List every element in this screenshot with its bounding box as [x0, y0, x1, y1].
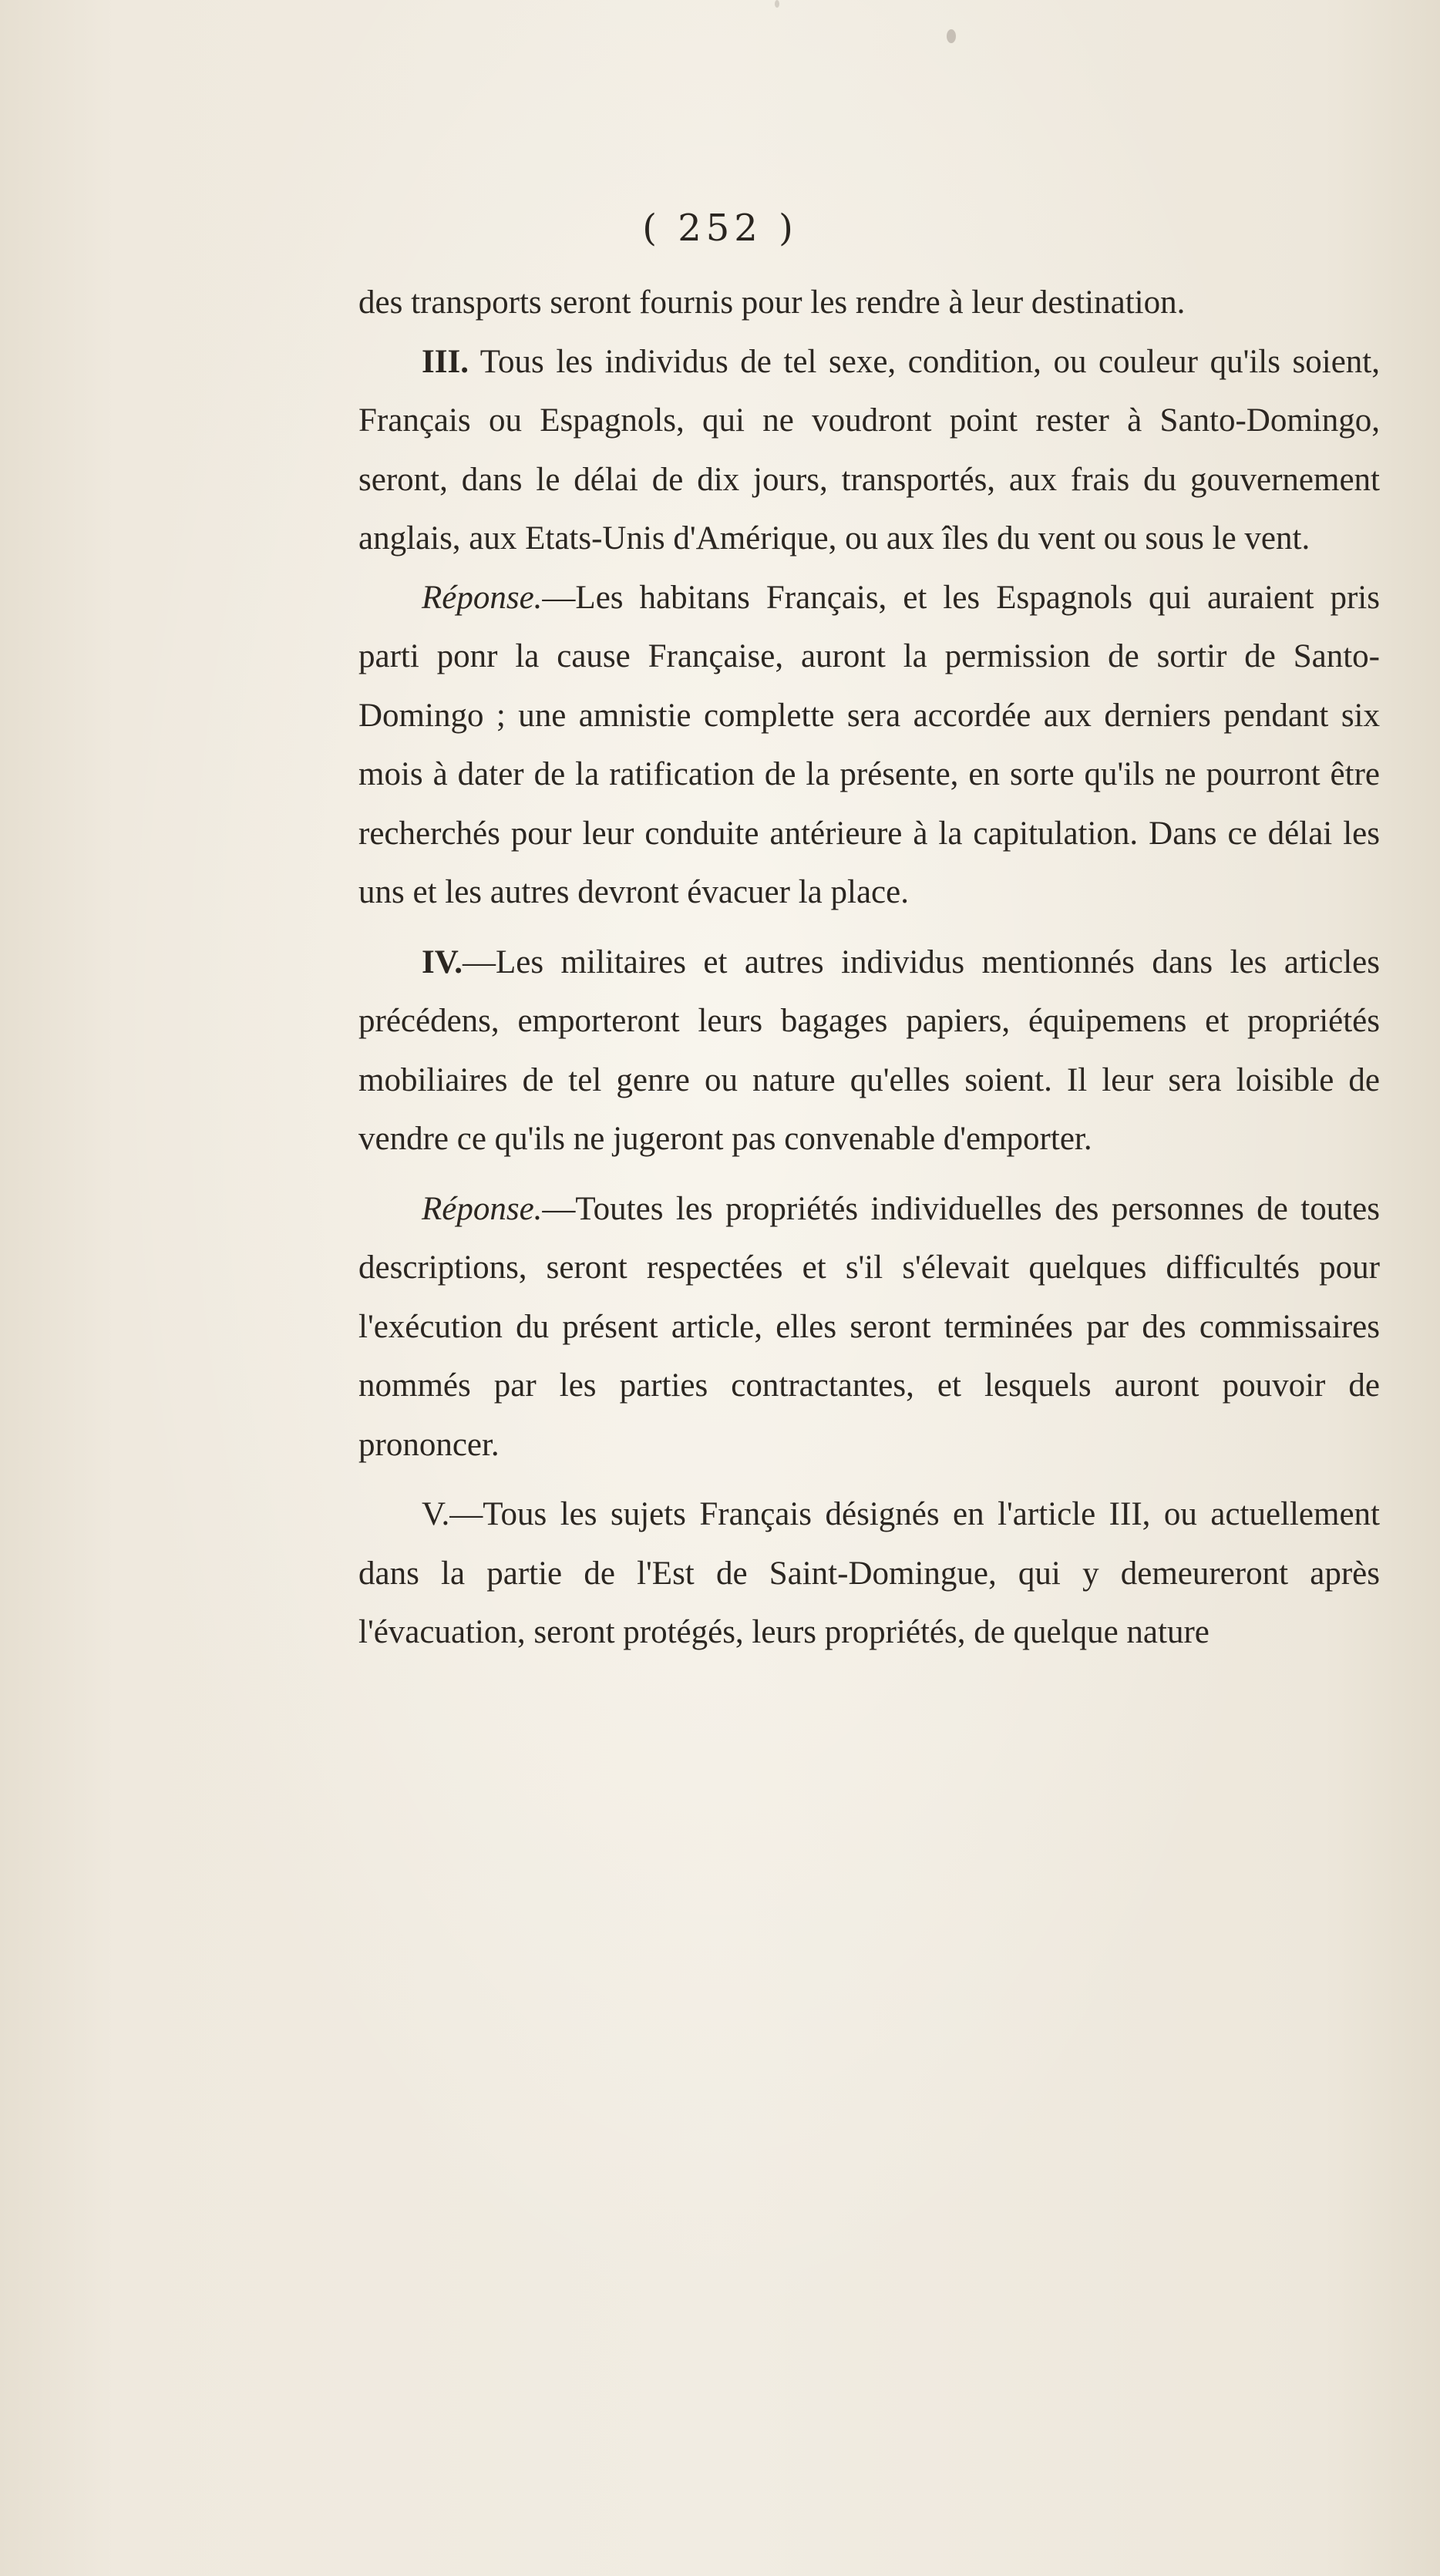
body-text: [358, 274, 1380, 1663]
reponse-iii: [358, 569, 1380, 923]
article-number: V.: [422, 1496, 450, 1532]
article-iv: [358, 933, 1380, 1169]
ink-spot: [775, 0, 779, 8]
article-text: Tous les individus de tel sexe, condition, ou couleur qu'ils soient, Français ou Espagnols, qui ne voudront point rester à Santo-Domingo, seront, dans le délai de dix jours, transportés, aux frais du gouvernement anglais, aux Etats-Unis d'Amérique, ou aux îles du vent ou sous le vent.: [358, 343, 1380, 557]
dash: —: [463, 943, 496, 980]
article-iii: [358, 333, 1380, 569]
reponse-label: Réponse.: [422, 1190, 543, 1227]
article-v: [358, 1485, 1380, 1663]
reponse-iv: [358, 1180, 1380, 1475]
dash: —: [542, 1190, 576, 1227]
article-number: IV.: [422, 943, 463, 980]
article-number: III.: [422, 343, 469, 380]
paragraph-text: des transports seront fournis pour les rendre à leur destination.: [358, 284, 1186, 321]
dash: —: [542, 579, 576, 616]
article-text: Les militaires et autres individus mentionnés dans les articles précédens, emporteront leurs bagages papiers, équipemens et propriétés mobiliaires de tel genre ou nature qu'elles soient. Il leur sera loisible de vendre ce qu'ils ne jugeront pas convenable d'emporter.: [358, 943, 1380, 1157]
article-text: Tous les sujets Français désignés en l'article III, ou actuellement dans la partie de l'Est de Saint-Domingue, qui y demeureront après l'évacuation, seront protégés, leurs propriétés, de quelque nature: [358, 1496, 1380, 1650]
reponse-text: Les habitans Français, et les Espagnols qui auraient pris parti ponr la cause Française, auront la permission de sortir de Santo-Domingo ; une amnistie complette sera accordée aux derniers pendant six mois à dater de la ratification de la présente, en sorte qu'ils ne pourront être recherchés pour leur conduite antérieure à la capitulation. Dans ce délai les uns et les autres devront évacuer la place.: [358, 579, 1380, 910]
page-number: ( 252 ): [642, 207, 798, 250]
ink-spot: [947, 29, 956, 43]
reponse-text: Toutes les propriétés individuelles des personnes de toutes descriptions, seront respectées et s'il s'élevait quelques difficultés pour l'exécution du présent article, elles seront terminées par des commissaires nommés par les parties contractantes, et lesquels auront pouvoir de prononcer.: [358, 1190, 1380, 1463]
reponse-label: Réponse.: [422, 579, 543, 616]
paragraph-continuation: [358, 274, 1380, 333]
dash: —: [449, 1496, 483, 1532]
